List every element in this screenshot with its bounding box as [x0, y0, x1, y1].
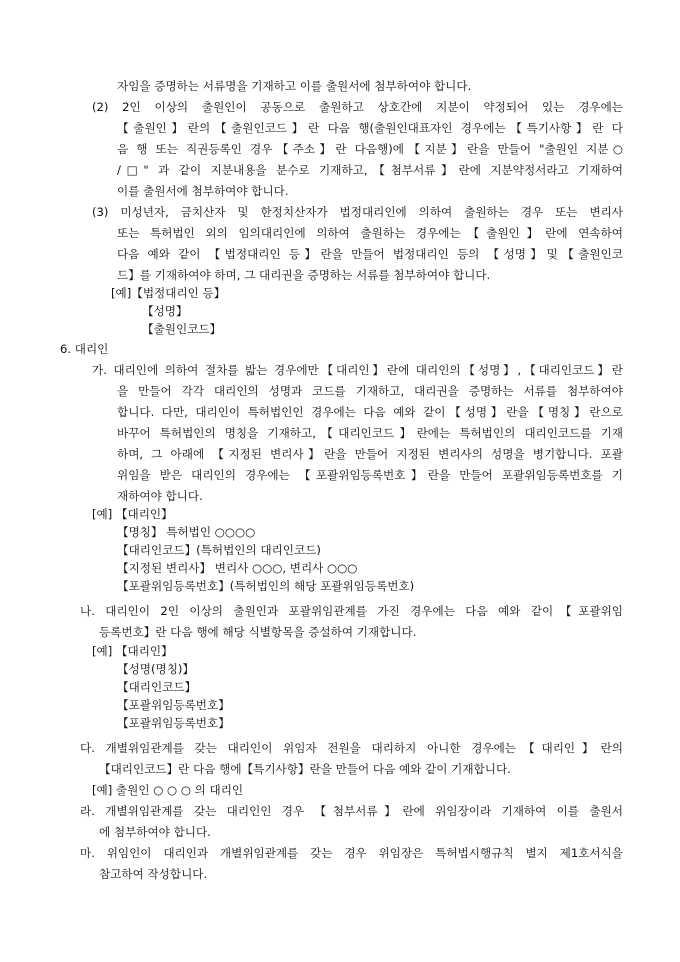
example-label: [예] 【대리인】 — [92, 644, 173, 658]
example-item: 【명칭】 특허법인 ○○○○ — [117, 525, 256, 539]
example-label: [예] 출원인 ○ ○ ○ 의 대리인 — [92, 783, 244, 797]
example-item: 【포괄위임등록번호】(특허법인의 해당 포괄위임등록번호) — [117, 579, 415, 593]
text-line: 을 만들어 각각 대리인의 성명과 코드를 기재하고, 대리권을 증명하는 서류를 첨부하여야 — [117, 384, 623, 398]
example-item: 【성명】 — [142, 304, 188, 318]
example-item: 【지정된 변리사】 변리사 ○○○, 변리사 ○○○ — [117, 561, 358, 575]
example-item: 【출원인코드】 — [142, 322, 222, 336]
text-line: (3) 미성년자, 금치산자 및 한정치산자가 법정대리인에 의하여 출원하는 경우 또는 변리사 — [92, 205, 623, 219]
example-item: 【포괄위임등록번호】 — [117, 716, 230, 730]
example-label: [예]【법정대리인 등】 — [111, 286, 226, 300]
text-line: 합니다. 다만, 대리인이 특허법인인 경우에는 다음 예와 같이【성명】란을【명칭】란으로 — [117, 405, 623, 419]
text-line: 이를 출원서에 첨부하여야 합니다. — [117, 184, 289, 198]
text-line: 마. 위임인이 대리인과 개별위임관계를 갖는 경우 위임장은 특허법시행규칙 별지 제1호서식을 — [80, 846, 623, 860]
text-line: 하며, 그 아래에 【지정된 변리사】란을 만들어 지정된 변리사의 성명을 병기합니다. 포괄 — [117, 447, 623, 461]
example-item: 【포괄위임등록번호】 — [117, 698, 230, 712]
example-item: 【성명(명칭)】 — [117, 662, 195, 676]
text-line: 바꾸어 특허법인의 명칭을 기재하고,【대리인코드】란에는 특허법인의 대리인코드를 기재 — [117, 426, 623, 440]
text-line: (2) 2인 이상의 출원인이 공동으로 출원하고 상호간에 지분이 약정되어 있는 경우에는 — [92, 100, 623, 114]
text-line: 가. 대리인에 의하여 절차를 밟는 경우에만【대리인】란에 대리인의【성명】,【대리인코드】란 — [92, 363, 623, 377]
text-line: 다. 개별위임관계를 갖는 대리인이 위임자 전원을 대리하지 아니한 경우에는【대리인】란의 — [80, 741, 623, 755]
example-item: 【대리인코드】(특허법인의 대리인코드) — [117, 543, 321, 557]
text-line: 라. 개별위임관계를 갖는 대리인인 경우 【첨부서류】란에 위임장이라 기재하여 이를 출원서 — [80, 804, 623, 818]
text-line: 【대리인코드】란 다음 행에【특기사항】란을 만들어 다음 예와 같이 기재합니다. — [99, 762, 511, 776]
text-line: 참고하여 작성합니다. — [99, 867, 208, 881]
text-line: 드】를 기재하여야 하며, 그 대리권을 증명하는 서류를 첨부하여야 합니다. — [117, 268, 491, 282]
text-line: 등록번호】란 다음 행에 해당 식별항목을 증설하여 기재합니다. — [99, 625, 417, 639]
text-line: 위임을 받은 대리인의 경우에는 【포괄위임등록번호】란을 만들어 포괄위임등록번호를 기 — [117, 468, 623, 482]
text-line: 나. 대리인이 2인 이상의 출원인과 포괄위임관계를 가진 경우에는 다음 예와 같이【포괄위임 — [80, 604, 623, 618]
text-line: 재하여야 합니다. — [117, 489, 203, 503]
text-line: 에 첨부하여야 합니다. — [99, 825, 211, 839]
example-label: [예] 【대리인】 — [92, 507, 173, 521]
text-line: 【출원인】란의【출원인코드】란 다음 행(출원인대표자인 경우에는【특기사항】란 다 — [117, 121, 623, 135]
example-item: 【대리인코드】 — [117, 680, 197, 694]
text-line: /□" 과 같이 지분내용을 분수로 기재하고,【첨부서류】란에 지분약정서라고 기재하여 — [117, 163, 623, 177]
text-line: 자임을 증명하는 서류명을 기재하고 이를 출원서에 첨부하여야 합니다. — [117, 79, 472, 93]
text-line: 또는 특허법인 외의 임의대리인에 의하여 출원하는 경우에는【출원인】란에 연속하여 — [117, 226, 623, 240]
section-heading: 6. 대리인 — [60, 342, 109, 356]
text-line: 다음 예와 같이 【법정대리인 등】란을 만들어 법정대리인 등의 【성명】및【출원인코 — [117, 247, 623, 261]
text-line: 음 행 또는 직권등록인 경우【주소】란 다음행)에【지분】란을 만들어 "출원인 지분○ — [117, 142, 623, 156]
